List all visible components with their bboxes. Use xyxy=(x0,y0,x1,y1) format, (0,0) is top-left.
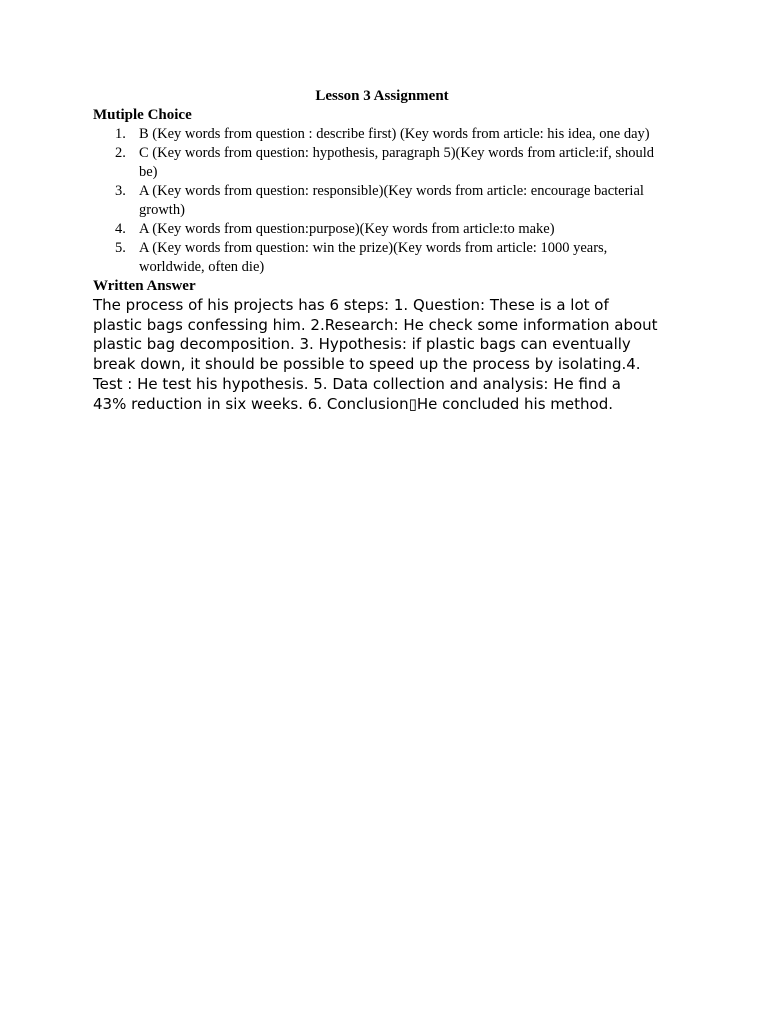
list-item-text: B (Key words from question : describe first) (Key words from article: his idea, one day) xyxy=(139,126,650,142)
list-item-text: A (Key words from question:purpose)(Key words from article:to make) xyxy=(139,221,555,237)
written-answer-heading: Written Answer xyxy=(93,278,196,294)
document-title: Lesson 3 Assignment xyxy=(315,88,449,104)
list-item xyxy=(93,182,663,220)
written-answer-paragraph: The process of his projects has 6 steps: 1. Question: These is a lot of plastic bags confessing him. 2.Research: He check some information about plastic bag decomposition. 3. Hypothesis: if plastic bags can eventually break down, it should be possible to speed up the process by isolating.4. Test : He test his hypothesis. 5. Data collection and analysis: He find a 43% reduction in six weeks. 6. Conclusion▯He concluded his method. xyxy=(93,296,658,413)
list-item xyxy=(93,144,663,182)
list-item-number: 5. xyxy=(115,240,126,256)
list-item-number: 2. xyxy=(115,145,126,161)
document-body xyxy=(93,86,663,414)
list-item xyxy=(93,239,663,277)
list-item-text: A (Key words from question: win the prize)(Key words from article: 1000 years, worldwide, often die) xyxy=(139,240,608,275)
list-item xyxy=(93,125,663,144)
list-item-text: C (Key words from question: hypothesis, paragraph 5)(Key words from article:if, should be) xyxy=(139,145,655,180)
list-item xyxy=(93,220,663,239)
multiple-choice-list xyxy=(93,125,663,277)
list-item-number: 4. xyxy=(115,221,126,237)
list-item-number: 1. xyxy=(115,126,126,142)
list-item-number: 3. xyxy=(115,183,126,199)
multiple-choice-heading: Mutiple Choice xyxy=(93,107,192,123)
list-item-text: A (Key words from question: responsible)(Key words from article: encourage bacterial growth) xyxy=(139,183,644,218)
